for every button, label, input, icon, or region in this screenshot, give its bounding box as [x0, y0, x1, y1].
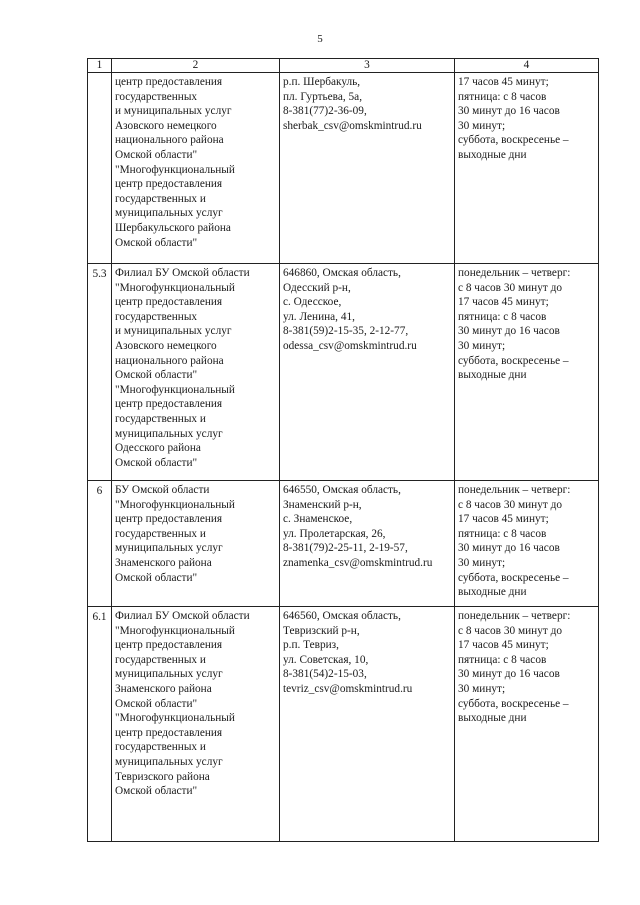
text-line: с 8 часов 30 минут до	[458, 498, 562, 511]
text-line: Омской области"	[115, 369, 198, 382]
text-line: суббота, воскресенье –	[458, 354, 569, 367]
text-line: "Многофункциональный	[115, 624, 235, 637]
text-line: Тевризский р-н,	[283, 624, 360, 637]
text-line: с 8 часов 30 минут до	[458, 281, 562, 294]
text-line: 30 минут;	[458, 119, 506, 132]
organization-name-cell	[112, 481, 280, 607]
text-line: 17 часов 45 минут;	[458, 513, 549, 526]
text-line: государственных и	[115, 192, 206, 205]
working-hours-cell	[455, 607, 599, 842]
text-line: "Многофункциональный	[115, 383, 235, 396]
address-cell	[280, 607, 455, 842]
text-line: государственных	[115, 310, 198, 323]
text-line: пятница: с 8 часов	[458, 527, 547, 540]
text-line: Шербакульского района	[115, 221, 231, 234]
text-line: 17 часов 45 минут;	[458, 639, 549, 652]
text-line: 646860, Омская область,	[283, 267, 401, 279]
text-line: Тевризского района	[115, 770, 210, 783]
text-line: "Многофункциональный	[115, 498, 235, 511]
text-line: 646550, Омская область,	[283, 484, 401, 496]
text-line: выходные дни	[458, 586, 527, 599]
text-line: центр предоставления	[115, 296, 223, 309]
organization-name-cell	[112, 264, 280, 481]
text-line: с 8 часов 30 минут до	[458, 624, 562, 637]
text-line: Знаменского района	[115, 556, 212, 569]
row-number	[88, 73, 112, 264]
text-line: 30 минут;	[458, 682, 506, 695]
text-line: 30 минут до 16 часов	[458, 105, 560, 118]
text-line: национального района	[115, 354, 224, 367]
text-line: пятница: с 8 часов	[458, 90, 547, 103]
text-line: муниципальных услуг	[115, 668, 223, 681]
text-line: р.п. Тевриз,	[283, 639, 339, 652]
text-line: "Многофункциональный	[115, 281, 235, 294]
row-number: 5.3	[88, 264, 112, 481]
row-number: 6.1	[88, 607, 112, 842]
text-line: ул. Пролетарская, 26,	[283, 527, 386, 540]
text-line: государственных и	[115, 412, 206, 425]
text-line: 8-381(77)2-36-09,	[283, 105, 367, 118]
text-line: ул. Советская, 10,	[283, 653, 369, 666]
text-line: выходные дни	[458, 148, 527, 161]
text-line: муниципальных услуг	[115, 207, 223, 220]
text-line: 8-381(59)2-15-35, 2-12-77,	[283, 325, 409, 338]
text-line: центр предоставления	[115, 726, 223, 739]
text-line: Омской области"	[115, 785, 198, 798]
text-line: 30 минут до 16 часов	[458, 668, 560, 681]
text-line: 17 часов 45 минут;	[458, 296, 549, 309]
text-line: центр предоставления	[115, 76, 223, 88]
text-line: муниципальных услуг	[115, 427, 223, 440]
text-line: центр предоставления	[115, 398, 223, 411]
text-line: Знаменский р-н,	[283, 498, 362, 511]
text-line: пятница: с 8 часов	[458, 310, 547, 323]
text-line: Омской области"	[115, 697, 198, 710]
text-line: р.п. Шербакуль,	[283, 76, 361, 88]
text-line: 30 минут до 16 часов	[458, 325, 560, 338]
text-line: Филиал БУ Омской области	[115, 267, 250, 279]
header-cell: 4	[455, 59, 599, 73]
text-line: Омской области"	[115, 456, 198, 469]
text-line: центр предоставления	[115, 639, 223, 652]
address-cell	[280, 73, 455, 264]
text-line: национального района	[115, 134, 224, 147]
text-line: 8-381(54)2-15-03,	[283, 668, 367, 681]
text-line: odessa_csv@omskmintrud.ru	[283, 339, 417, 352]
text-line: с. Знаменское,	[283, 513, 353, 526]
text-line: 8-381(79)2-25-11, 2-19-57,	[283, 542, 408, 555]
text-line: Омской области"	[115, 236, 198, 249]
header-cell: 3	[280, 59, 455, 73]
text-line: государственных и	[115, 741, 206, 754]
text-line: Азовского немецкого	[115, 119, 217, 132]
text-line: "Многофункциональный	[115, 712, 235, 725]
text-line: Филиал БУ Омской области	[115, 610, 250, 622]
text-line: и муниципальных услуг	[115, 105, 232, 118]
table-row	[88, 73, 599, 264]
offices-table	[87, 58, 599, 842]
text-line: 30 минут до 16 часов	[458, 542, 560, 555]
page-number: 5	[317, 33, 323, 45]
text-line: понедельник – четверг:	[458, 267, 571, 279]
text-line: понедельник – четверг:	[458, 484, 571, 496]
text-line: 646560, Омская область,	[283, 610, 401, 622]
text-line: выходные дни	[458, 712, 527, 725]
text-line: tevriz_csv@omskmintrud.ru	[283, 682, 413, 695]
text-line: Азовского немецкого	[115, 339, 217, 352]
text-line: пл. Гуртьева, 5а,	[283, 90, 363, 103]
text-line: 30 минут;	[458, 556, 506, 569]
organization-name-cell	[112, 607, 280, 842]
header-cell: 2	[112, 59, 280, 73]
text-line: пятница: с 8 часов	[458, 653, 547, 666]
working-hours-cell	[455, 481, 599, 607]
text-line: БУ Омской области	[115, 484, 210, 496]
address-cell	[280, 264, 455, 481]
text-line: выходные дни	[458, 369, 527, 382]
text-line: государственных	[115, 90, 198, 103]
text-line: Знаменского района	[115, 682, 212, 695]
text-line: Одесский р-н,	[283, 281, 351, 294]
text-line: Одесского района	[115, 442, 201, 455]
text-line: sherbak_csv@omskmintrud.ru	[283, 119, 422, 132]
text-line: суббота, воскресенье –	[458, 697, 569, 710]
text-line: суббота, воскресенье –	[458, 134, 569, 147]
text-line: "Многофункциональный	[115, 163, 235, 176]
text-line: znamenka_csv@omskmintrud.ru	[283, 556, 433, 569]
organization-name-cell	[112, 73, 280, 264]
text-line: муниципальных услуг	[115, 755, 223, 768]
table-row	[88, 607, 599, 842]
text-line: Омской области"	[115, 148, 198, 161]
table-header-row	[88, 59, 599, 73]
text-line: с. Одесское,	[283, 296, 342, 309]
text-line: Омской области"	[115, 571, 198, 584]
text-line: центр предоставления	[115, 178, 223, 191]
table-row	[88, 264, 599, 481]
text-line: государственных и	[115, 653, 206, 666]
text-line: 30 минут;	[458, 339, 506, 352]
header-cell: 1	[88, 59, 112, 73]
text-line: и муниципальных услуг	[115, 325, 232, 338]
working-hours-cell	[455, 73, 599, 264]
text-line: государственных и	[115, 527, 206, 540]
text-line: ул. Ленина, 41,	[283, 310, 355, 323]
text-line: центр предоставления	[115, 513, 223, 526]
text-line: суббота, воскресенье –	[458, 571, 569, 584]
text-line: муниципальных услуг	[115, 542, 223, 555]
row-number: 6	[88, 481, 112, 607]
address-cell	[280, 481, 455, 607]
text-line: понедельник – четверг:	[458, 610, 571, 622]
table-row	[88, 481, 599, 607]
working-hours-cell	[455, 264, 599, 481]
text-line: 17 часов 45 минут;	[458, 76, 549, 88]
